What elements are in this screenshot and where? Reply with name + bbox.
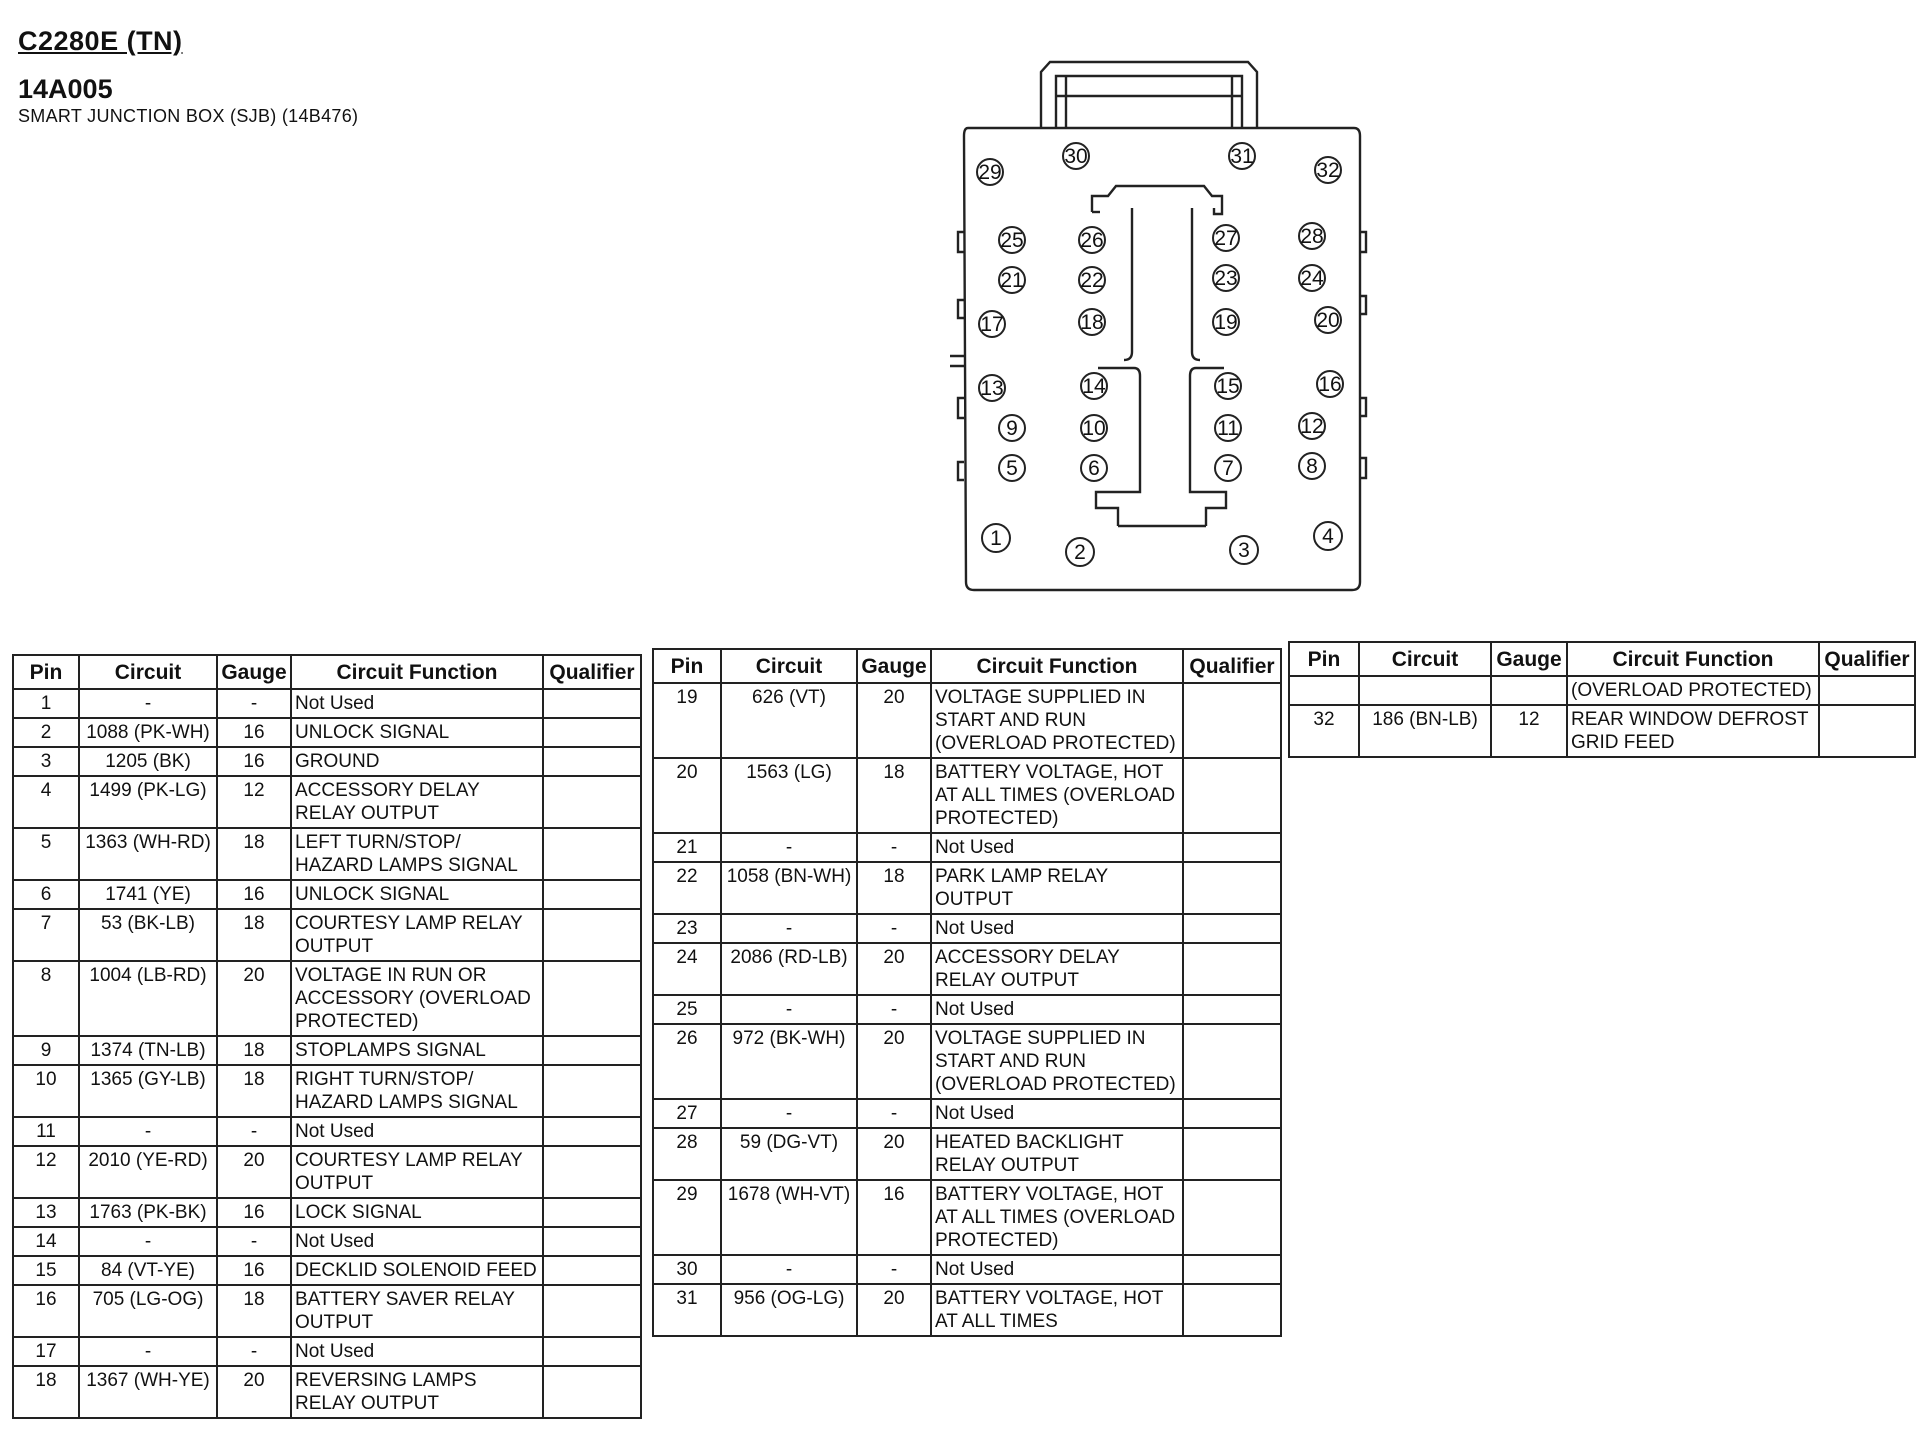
svg-text:14: 14 [1082,375,1106,398]
pin-cell: 29 [653,1180,721,1255]
column-header-circuit: Circuit [1359,642,1491,676]
circuit-function-cell: Not Used [291,1337,543,1366]
circuit-function-cell: Not Used [291,689,543,718]
pin-4 [1314,522,1342,550]
pin-15 [1215,373,1241,399]
pin-17 [979,311,1005,337]
qualifier-cell [1183,758,1281,833]
gauge-cell: 18 [217,909,291,961]
circuit-cell: 705 (LG-OG) [79,1285,217,1337]
svg-text:16: 16 [1318,373,1342,396]
qualifier-cell [543,1146,641,1198]
table-row [13,747,641,776]
gauge-cell: - [217,689,291,718]
table-row [653,943,1281,995]
circuit-function-cell: ACCESSORY DELAY RELAY OUTPUT [291,776,543,828]
qualifier-cell [543,1256,641,1285]
pin-6 [1081,455,1107,481]
qualifier-cell [543,1117,641,1146]
circuit-function-cell: VOLTAGE SUPPLIED IN START AND RUN (OVERLOAD PROTECTED) [931,683,1183,758]
pin-31 [1229,143,1255,169]
table-header-row [653,649,1281,683]
table-row [1289,705,1915,757]
circuit-cell: 1058 (BN-WH) [721,862,857,914]
svg-text:1: 1 [990,527,1002,550]
pin-cell: 21 [653,833,721,862]
circuit-function-cell: Not Used [291,1227,543,1256]
circuit-cell: 2010 (YE-RD) [79,1146,217,1198]
pin-7 [1215,455,1241,481]
pin-cell: 25 [653,995,721,1024]
table-row [653,683,1281,758]
pin-cell: 22 [653,862,721,914]
circuit-function-cell: Not Used [291,1117,543,1146]
circuit-function-cell: VOLTAGE IN RUN OR ACCESSORY (OVERLOAD PROTECTED) [291,961,543,1036]
svg-text:11: 11 [1217,417,1239,440]
pin-12 [1299,413,1325,439]
svg-text:30: 30 [1064,145,1088,168]
table-header-row [1289,642,1915,676]
circuit-cell: 186 (BN-LB) [1359,705,1491,757]
table-row [13,1285,641,1337]
svg-text:6: 6 [1088,457,1100,480]
table-row [653,862,1281,914]
svg-text:32: 32 [1316,159,1340,182]
svg-text:28: 28 [1300,225,1324,248]
svg-text:22: 22 [1080,269,1104,292]
pin-32 [1315,157,1341,183]
column-header-qualifier: Qualifier [1819,642,1915,676]
circuit-function-cell: BATTERY VOLTAGE, HOT AT ALL TIMES (OVERLOAD PROTECTED) [931,1180,1183,1255]
pin-25 [999,227,1025,253]
pin-cell: 32 [1289,705,1359,757]
pin-14 [1081,373,1107,399]
pinout-table-2 [652,648,1282,1337]
table-row [13,1227,641,1256]
qualifier-cell [543,909,641,961]
gauge-cell: 18 [217,1285,291,1337]
svg-text:31: 31 [1230,145,1254,168]
circuit-cell: - [721,833,857,862]
table-row [13,828,641,880]
pin-cell: 26 [653,1024,721,1099]
table-row [13,1146,641,1198]
qualifier-cell [1183,995,1281,1024]
qualifier-cell [1183,833,1281,862]
gauge-cell: 16 [217,747,291,776]
circuit-function-cell: LOCK SIGNAL [291,1198,543,1227]
qualifier-cell [1183,943,1281,995]
circuit-function-cell: REAR WINDOW DEFROST GRID FEED [1567,705,1819,757]
table-row [13,718,641,747]
table-row [653,1099,1281,1128]
pin-cell: 12 [13,1146,79,1198]
table-row [13,776,641,828]
pin-cell: 24 [653,943,721,995]
circuit-cell: 1563 (LG) [721,758,857,833]
gauge-cell: - [857,995,931,1024]
circuit-cell: 1367 (WH-YE) [79,1366,217,1418]
pin-cell: 31 [653,1284,721,1336]
qualifier-cell [543,1227,641,1256]
qualifier-cell [1183,1099,1281,1128]
column-header-circuit: Circuit [721,649,857,683]
circuit-cell: - [79,689,217,718]
qualifier-cell [1819,676,1915,705]
table-row [13,1117,641,1146]
column-header-function: Circuit Function [931,649,1183,683]
pin-cell: 6 [13,880,79,909]
svg-text:15: 15 [1216,375,1240,398]
circuit-function-cell: Not Used [931,995,1183,1024]
column-header-function: Circuit Function [1567,642,1819,676]
qualifier-cell [543,880,641,909]
circuit-cell: 956 (OG-LG) [721,1284,857,1336]
circuit-cell: 972 (BK-WH) [721,1024,857,1099]
pin-16 [1317,371,1343,397]
svg-text:25: 25 [1000,229,1024,252]
pin-cell: 17 [13,1337,79,1366]
circuit-function-cell: DECKLID SOLENOID FEED [291,1256,543,1285]
column-header-circuit: Circuit [79,655,217,689]
pin-cell: 10 [13,1065,79,1117]
circuit-cell: 84 (VT-YE) [79,1256,217,1285]
pin-cell: 27 [653,1099,721,1128]
qualifier-cell [1183,862,1281,914]
table-row [13,880,641,909]
table-row [13,1366,641,1418]
pin-11 [1215,415,1241,441]
pin-cell: 13 [13,1198,79,1227]
pinout-table-3 [1288,641,1916,758]
circuit-cell: - [79,1227,217,1256]
circuit-function-cell: Not Used [931,914,1183,943]
gauge-cell: 20 [857,1128,931,1180]
qualifier-cell [543,747,641,776]
gauge-cell: 18 [217,828,291,880]
circuit-cell: 1363 (WH-RD) [79,828,217,880]
circuit-cell: - [721,1099,857,1128]
svg-text:18: 18 [1080,311,1104,334]
gauge-cell: 18 [857,862,931,914]
circuit-function-cell: HEATED BACKLIGHT RELAY OUTPUT [931,1128,1183,1180]
gauge-cell: - [217,1117,291,1146]
gauge-cell: - [857,1099,931,1128]
circuit-function-cell: UNLOCK SIGNAL [291,718,543,747]
table-row [1289,676,1915,705]
gauge-cell: 16 [217,880,291,909]
circuit-function-cell: Not Used [931,1099,1183,1128]
column-header-function: Circuit Function [291,655,543,689]
circuit-function-cell: (OVERLOAD PROTECTED) [1567,676,1819,705]
svg-text:9: 9 [1006,417,1018,440]
gauge-cell: 20 [217,961,291,1036]
gauge-cell: 16 [217,718,291,747]
pin-cell: 9 [13,1036,79,1065]
column-header-qualifier: Qualifier [1183,649,1281,683]
pin-30 [1063,143,1089,169]
pin-cell: 8 [13,961,79,1036]
pin-cell: 3 [13,747,79,776]
svg-text:19: 19 [1214,311,1238,334]
table-row [13,1198,641,1227]
gauge-cell: - [217,1337,291,1366]
pin-cell: 15 [13,1256,79,1285]
circuit-cell: 1763 (PK-BK) [79,1198,217,1227]
pin-cell: 4 [13,776,79,828]
table-row [13,1065,641,1117]
table-row [653,758,1281,833]
pin-18 [1079,309,1105,335]
qualifier-cell [1183,683,1281,758]
svg-text:8: 8 [1306,455,1318,478]
gauge-cell: - [857,833,931,862]
circuit-function-cell: LEFT TURN/STOP/ HAZARD LAMPS SIGNAL [291,828,543,880]
pin-29 [977,159,1003,185]
qualifier-cell [543,1285,641,1337]
pin-10 [1081,415,1107,441]
table-row [653,1284,1281,1336]
pin-27 [1213,225,1239,251]
circuit-cell: - [79,1337,217,1366]
pin-cell: 19 [653,683,721,758]
table-row [13,909,641,961]
qualifier-cell [543,1337,641,1366]
table-row [653,914,1281,943]
circuit-cell: 1499 (PK-LG) [79,776,217,828]
gauge-cell: - [857,914,931,943]
svg-text:20: 20 [1316,309,1340,332]
gauge-cell: 16 [857,1180,931,1255]
gauge-cell: 20 [857,943,931,995]
pin-cell: 14 [13,1227,79,1256]
gauge-cell: 18 [217,1065,291,1117]
part-number: 14A005 [18,74,113,104]
qualifier-cell [1183,1128,1281,1180]
table-row [13,689,641,718]
table-row [653,833,1281,862]
pin-cell: 18 [13,1366,79,1418]
pinout-table-1 [12,654,642,1419]
qualifier-cell [543,776,641,828]
connector-id-title: C2280E (TN) [18,26,183,56]
circuit-function-cell: GROUND [291,747,543,776]
pin-19 [1213,309,1239,335]
pin-5 [999,455,1025,481]
table-row [653,995,1281,1024]
qualifier-cell [543,689,641,718]
qualifier-cell [543,1036,641,1065]
pin-cell: 28 [653,1128,721,1180]
qualifier-cell [543,1065,641,1117]
circuit-cell: 1088 (PK-WH) [79,718,217,747]
circuit-function-cell: COURTESY LAMP RELAY OUTPUT [291,909,543,961]
circuit-function-cell: Not Used [931,833,1183,862]
svg-text:5: 5 [1006,457,1018,480]
circuit-function-cell: RIGHT TURN/STOP/ HAZARD LAMPS SIGNAL [291,1065,543,1117]
pin-26 [1079,227,1105,253]
gauge-cell: 20 [217,1146,291,1198]
svg-text:7: 7 [1222,457,1234,480]
svg-text:29: 29 [978,161,1002,184]
column-header-gauge: Gauge [857,649,931,683]
pin-3 [1230,536,1258,564]
qualifier-cell [1183,1024,1281,1099]
svg-text:23: 23 [1214,267,1238,290]
pin-20 [1315,307,1341,333]
component-description: SMART JUNCTION BOX (SJB) (14B476) [18,106,359,126]
pin-cell: 1 [13,689,79,718]
pin-cell: 16 [13,1285,79,1337]
circuit-cell: 1365 (GY-LB) [79,1065,217,1117]
gauge-cell: 12 [1491,705,1567,757]
pin-cell: 30 [653,1255,721,1284]
qualifier-cell [1819,705,1915,757]
connector-face-diagram [948,60,1368,600]
circuit-cell: - [721,914,857,943]
circuit-function-cell: VOLTAGE SUPPLIED IN START AND RUN (OVERLOAD PROTECTED) [931,1024,1183,1099]
circuit-cell: 626 (VT) [721,683,857,758]
pin-cell: 23 [653,914,721,943]
circuit-function-cell: BATTERY SAVER RELAY OUTPUT [291,1285,543,1337]
circuit-cell: 1374 (TN-LB) [79,1036,217,1065]
qualifier-cell [1183,914,1281,943]
circuit-cell: - [79,1117,217,1146]
table-row [653,1128,1281,1180]
column-header-pin: Pin [1289,642,1359,676]
table-row [13,1256,641,1285]
pin-1 [982,524,1010,552]
gauge-cell: 18 [217,1036,291,1065]
circuit-cell: 1741 (YE) [79,880,217,909]
column-header-gauge: Gauge [1491,642,1567,676]
table-row [653,1255,1281,1284]
gauge-cell: 16 [217,1256,291,1285]
pin-cell: 5 [13,828,79,880]
circuit-cell: 1678 (WH-VT) [721,1180,857,1255]
qualifier-cell [543,1366,641,1418]
pin-cell: 7 [13,909,79,961]
pin-cell: 2 [13,718,79,747]
gauge-cell: - [217,1227,291,1256]
circuit-function-cell: BATTERY VOLTAGE, HOT AT ALL TIMES [931,1284,1183,1336]
circuit-function-cell: BATTERY VOLTAGE, HOT AT ALL TIMES (OVERLOAD PROTECTED) [931,758,1183,833]
gauge-cell: 20 [857,1284,931,1336]
pin-cell [1289,676,1359,705]
pin-13 [979,375,1005,401]
gauge-cell: 16 [217,1198,291,1227]
svg-text:26: 26 [1080,229,1104,252]
circuit-function-cell: STOPLAMPS SIGNAL [291,1036,543,1065]
column-header-qualifier: Qualifier [543,655,641,689]
column-header-pin: Pin [13,655,79,689]
column-header-pin: Pin [653,649,721,683]
svg-text:13: 13 [980,377,1004,400]
qualifier-cell [543,718,641,747]
circuit-cell: - [721,995,857,1024]
circuit-function-cell: PARK LAMP RELAY OUTPUT [931,862,1183,914]
table-header-row [13,655,641,689]
pin-23 [1213,265,1239,291]
gauge-cell: 20 [857,683,931,758]
svg-text:4: 4 [1322,525,1334,548]
svg-text:17: 17 [980,313,1004,336]
pin-2 [1066,538,1094,566]
gauge-cell: 18 [857,758,931,833]
svg-text:24: 24 [1300,267,1324,290]
circuit-function-cell: UNLOCK SIGNAL [291,880,543,909]
circuit-cell: 53 (BK-LB) [79,909,217,961]
circuit-function-cell: ACCESSORY DELAY RELAY OUTPUT [931,943,1183,995]
circuit-function-cell: COURTESY LAMP RELAY OUTPUT [291,1146,543,1198]
circuit-function-cell: Not Used [931,1255,1183,1284]
pin-cell: 11 [13,1117,79,1146]
svg-text:27: 27 [1214,227,1238,250]
gauge-cell [1491,676,1567,705]
pin-9 [999,415,1025,441]
gauge-cell: 20 [857,1024,931,1099]
pin-cell: 20 [653,758,721,833]
pin-22 [1079,267,1105,293]
table-row [653,1024,1281,1099]
gauge-cell: - [857,1255,931,1284]
svg-text:21: 21 [1000,269,1024,292]
table-row [13,961,641,1036]
svg-text:3: 3 [1238,539,1250,562]
pin-24 [1299,265,1325,291]
circuit-cell: 2086 (RD-LB) [721,943,857,995]
circuit-cell: 1205 (BK) [79,747,217,776]
pin-21 [999,267,1025,293]
table-row [13,1337,641,1366]
qualifier-cell [543,1198,641,1227]
circuit-function-cell: REVERSING LAMPS RELAY OUTPUT [291,1366,543,1418]
svg-text:10: 10 [1082,417,1106,440]
gauge-cell: 12 [217,776,291,828]
column-header-gauge: Gauge [217,655,291,689]
circuit-cell [1359,676,1491,705]
circuit-cell: 59 (DG-VT) [721,1128,857,1180]
qualifier-cell [543,828,641,880]
circuit-cell: 1004 (LB-RD) [79,961,217,1036]
gauge-cell: 20 [217,1366,291,1418]
table-row [13,1036,641,1065]
svg-text:12: 12 [1300,415,1324,438]
table-row [653,1180,1281,1255]
qualifier-cell [543,961,641,1036]
pin-8 [1299,453,1325,479]
qualifier-cell [1183,1255,1281,1284]
qualifier-cell [1183,1284,1281,1336]
circuit-cell: - [721,1255,857,1284]
qualifier-cell [1183,1180,1281,1255]
svg-text:2: 2 [1074,541,1086,564]
pin-28 [1299,223,1325,249]
